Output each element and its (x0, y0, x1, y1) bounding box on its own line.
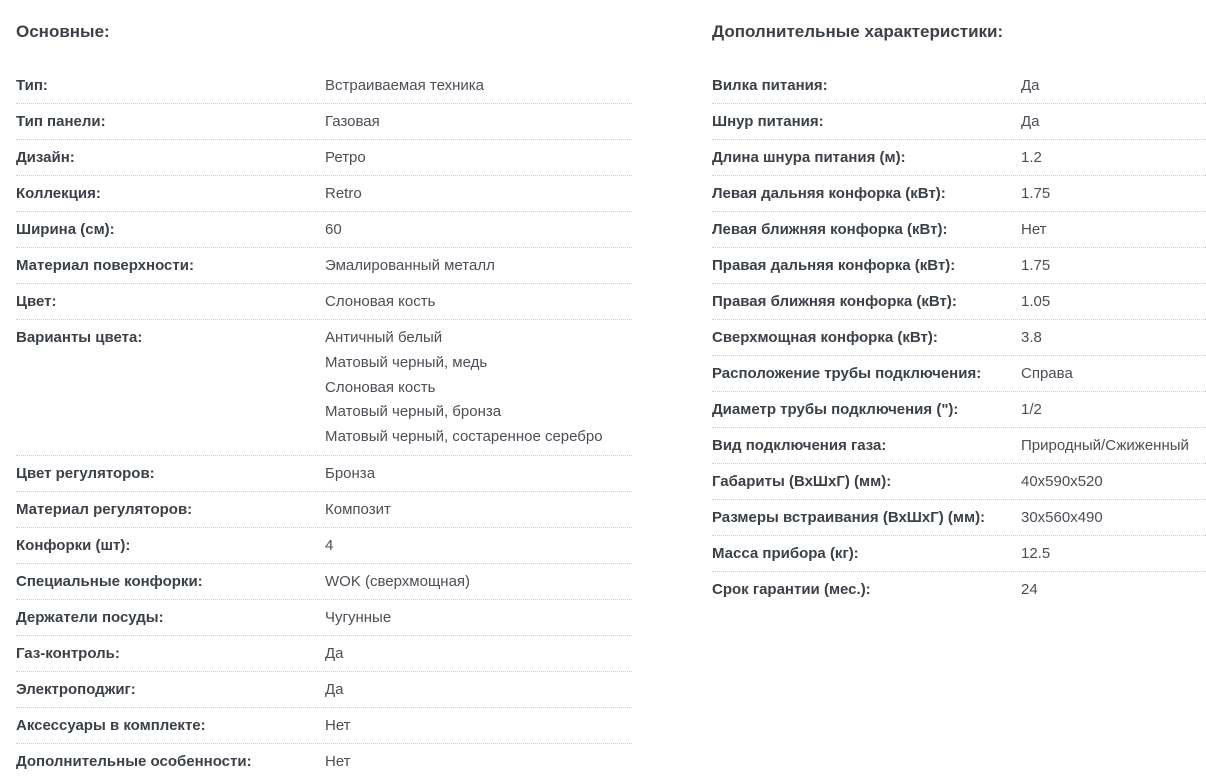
spec-value: 1.75 (1021, 257, 1051, 274)
spec-label: Тип: (16, 77, 48, 94)
spec-row (712, 572, 1206, 607)
spec-row (16, 600, 632, 636)
spec-row (712, 392, 1206, 428)
spec-label: Цвет регуляторов: (16, 464, 155, 482)
spec-value-item: Матовый черный, медь (325, 353, 488, 371)
spec-label: Держатели посуды: (16, 608, 164, 626)
spec-row (16, 744, 632, 779)
spec-label: Дополнительные особенности: (16, 752, 252, 770)
spec-label: Левая ближняя конфорка (кВт): (712, 221, 948, 238)
spec-label: Срок гарантии (мес.): (712, 581, 871, 598)
spec-value: 40x590x520 (1021, 473, 1103, 490)
spec-value: 3.8 (1021, 329, 1042, 346)
spec-row (16, 284, 632, 320)
spec-row (16, 672, 632, 708)
spec-label: Коллекция: (16, 185, 101, 202)
spec-value: 30x560x490 (1021, 509, 1103, 526)
spec-value: 1.05 (1021, 293, 1051, 310)
spec-row (16, 528, 632, 564)
spec-label: Левая дальняя конфорка (кВт): (712, 185, 946, 202)
spec-value: Retro (325, 185, 362, 202)
spec-value: Да (1021, 113, 1040, 130)
spec-value: Природный/Сжиженный (1021, 437, 1189, 454)
spec-label: Материал поверхности: (16, 257, 194, 274)
spec-label: Тип панели: (16, 113, 106, 130)
spec-value: WOK (сверхмощная) (325, 572, 471, 590)
spec-label: Правая дальняя конфорка (кВт): (712, 257, 956, 274)
spec-row (712, 104, 1206, 140)
spec-value: 1.75 (1021, 185, 1051, 202)
spec-row (712, 176, 1206, 212)
extra-specs-list (712, 68, 1206, 607)
spec-value: Нет (1021, 221, 1047, 238)
spec-row (16, 636, 632, 672)
spec-label: Шнур питания: (712, 113, 824, 130)
spec-row (16, 104, 632, 140)
spec-row (712, 500, 1206, 536)
spec-label: Материал регуляторов: (16, 500, 193, 518)
spec-value (325, 328, 632, 450)
spec-value: Нет (325, 716, 351, 734)
spec-row (712, 68, 1206, 104)
spec-label: Вид подключения газа: (712, 437, 887, 454)
basic-specs-section (16, 0, 632, 779)
spec-row (16, 320, 632, 456)
spec-label: Электроподжиг: (16, 680, 136, 698)
spec-value-item: Матовый черный, бронза (325, 403, 502, 421)
spec-value: Ретро (325, 149, 366, 166)
spec-row (16, 68, 632, 104)
spec-value: Эмалированный металл (325, 257, 495, 274)
spec-label: Ширина (см): (16, 221, 115, 238)
spec-label: Специальные конфорки: (16, 572, 203, 590)
spec-value: Справа (1021, 365, 1073, 382)
spec-row (16, 708, 632, 744)
basic-specs-list (16, 68, 632, 779)
spec-row (16, 492, 632, 528)
spec-label: Газ-контроль: (16, 644, 120, 662)
spec-value-item: Слоновая кость (325, 378, 436, 396)
spec-row (16, 248, 632, 284)
spec-row (712, 428, 1206, 464)
section-title-basic: Основные: (16, 22, 110, 41)
spec-label: Конфорки (шт): (16, 536, 131, 554)
spec-label: Правая ближняя конфорка (кВт): (712, 293, 957, 310)
spec-row (16, 212, 632, 248)
spec-row (712, 284, 1206, 320)
spec-value: 24 (1021, 581, 1038, 598)
spec-row (712, 248, 1206, 284)
spec-value: Да (325, 680, 344, 698)
spec-row (712, 536, 1206, 572)
extra-specs-section (712, 0, 1206, 607)
spec-value-item: Матовый черный, состаренное серебро (325, 428, 603, 446)
spec-label: Дизайн: (16, 149, 75, 166)
spec-value: 4 (325, 536, 334, 554)
spec-label: Масса прибора (кг): (712, 545, 859, 562)
spec-row (16, 564, 632, 600)
spec-label: Габариты (ВхШхГ) (мм): (712, 473, 892, 490)
spec-row (712, 464, 1206, 500)
spec-value-item: Античный белый (325, 329, 443, 346)
spec-row (16, 140, 632, 176)
spec-label: Аксессуары в комплекте: (16, 716, 206, 734)
spec-value: Нет (325, 752, 351, 770)
spec-value: Бронза (325, 464, 376, 482)
spec-value: 1.2 (1021, 149, 1042, 166)
spec-label: Расположение трубы подключения: (712, 365, 982, 382)
spec-label: Размеры встраивания (ВхШхГ) (мм): (712, 509, 986, 526)
spec-value: Встраиваемая техника (325, 77, 484, 94)
spec-value: 60 (325, 221, 342, 238)
spec-value: Да (325, 644, 344, 662)
spec-label: Варианты цвета: (16, 329, 143, 346)
spec-label: Цвет: (16, 293, 57, 310)
spec-value: 1/2 (1021, 401, 1042, 418)
spec-value: Газовая (325, 113, 380, 130)
spec-value: Чугунные (325, 608, 392, 626)
spec-row (712, 356, 1206, 392)
spec-value: 12.5 (1021, 545, 1051, 562)
spec-row (712, 320, 1206, 356)
spec-row (16, 456, 632, 492)
spec-label: Диаметр трубы подключения ("): (712, 401, 959, 418)
spec-row (712, 212, 1206, 248)
spec-row (712, 140, 1206, 176)
spec-label: Длина шнура питания (м): (712, 149, 906, 166)
spec-label: Сверхмощная конфорка (кВт): (712, 329, 938, 346)
spec-value: Слоновая кость (325, 293, 436, 310)
section-title-extra: Дополнительные характеристики: (712, 22, 1004, 41)
spec-row (16, 176, 632, 212)
spec-label: Вилка питания: (712, 77, 828, 94)
spec-value: Композит (325, 500, 391, 518)
spec-value: Да (1021, 77, 1040, 94)
